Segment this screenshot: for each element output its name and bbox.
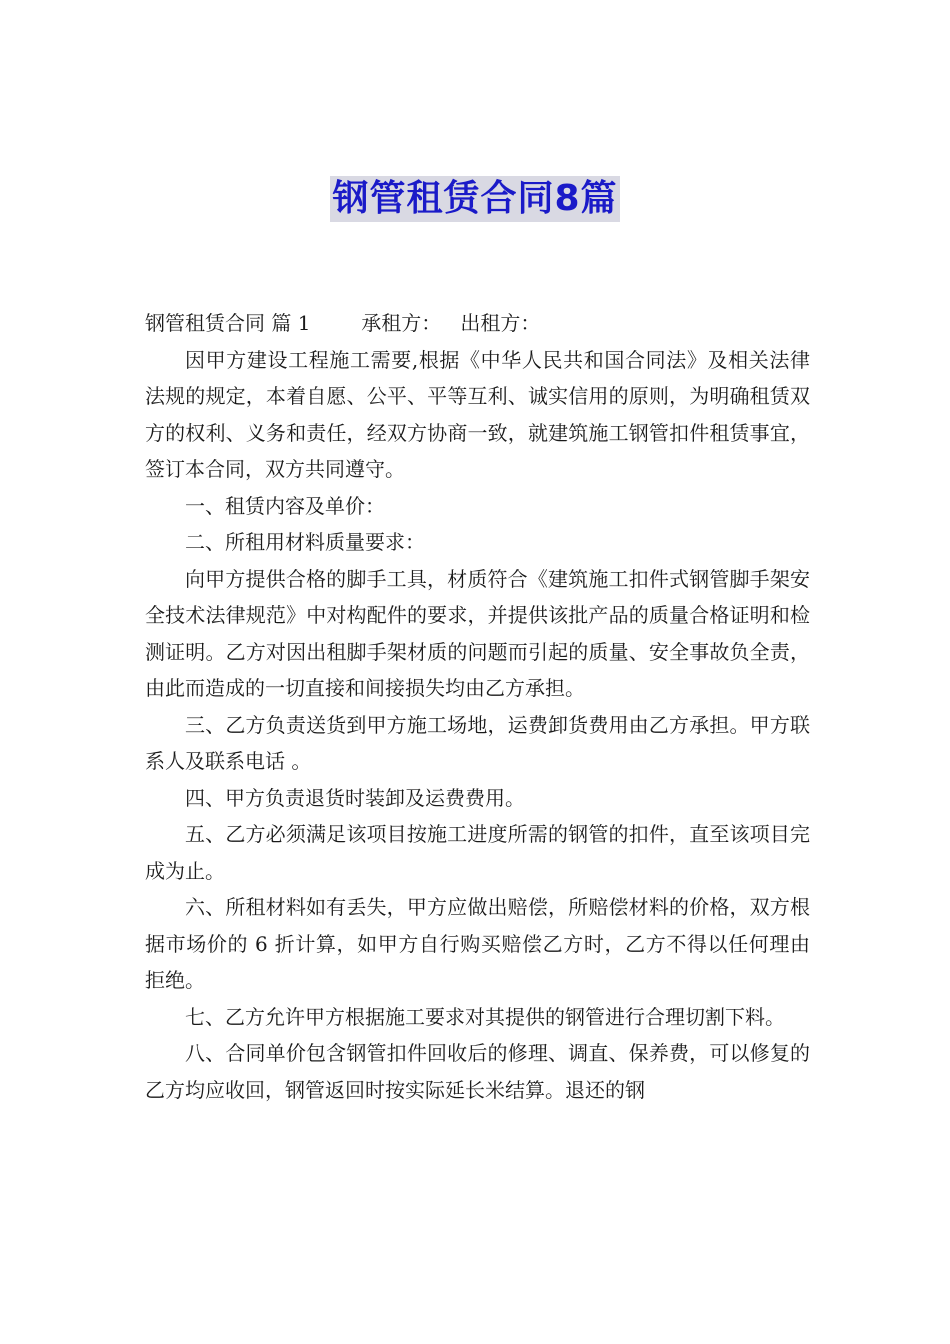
paragraph-section-7: 七、乙方允许甲方根据施工要求对其提供的钢管进行合理切割下料。: [185, 1004, 785, 1029]
paragraph-section-2: 二、所租用材料质量要求：: [185, 530, 425, 554]
paragraph-section-1: 一、租赁内容及单价：: [185, 493, 385, 518]
paragraph-section-6: 六、所租材料如有丢失，甲方应做出赔偿，所赔偿材料的价格，双方根据市场价的 6 折计算，如甲方自行购买赔偿乙方时，乙方不得以任何理由拒绝。: [145, 895, 810, 992]
title-wrap: [0, 176, 950, 222]
paragraph-section-4: 四、甲方负责退货时装卸及运费费用。: [185, 785, 525, 810]
paragraph-quality-requirements: 向甲方提供合格的脚手工具，材质符合《建筑施工扣件式钢管脚手架安全技术法律规范》中对构配件的要求，并提供该批产品的质量合格证明和检测证明。乙方对因出租脚手架材质的问题而引起的质量、安全事故负全责，由此而造成的一切直接和间接损失均由乙方承担。: [145, 566, 810, 700]
paragraph-intro: 因甲方建设工程施工需要,根据《中华人民共和国合同法》及相关法律法规的规定，本着自愿、公平、平等互利、诚实信用的原则，为明确租赁双方的权利、义务和责任，经双方协商一致，就建筑施工钢管扣件租赁事宜，签订本合同，双方共同遵守。: [145, 347, 810, 481]
document-title: 钢管租赁合同8篇: [330, 176, 619, 222]
contract-header-line: 钢管租赁合同 篇 1 承租方： 出租方：: [145, 311, 541, 335]
paragraph-section-8: 八、合同单价包含钢管扣件回收后的修理、调直、保养费，可以修复的乙方均应收回，钢管返回时按实际延长米结算。退还的钢: [145, 1041, 810, 1102]
document-body: [145, 305, 810, 1108]
paragraph-section-5: 五、乙方必须满足该项目按施工进度所需的钢管的扣件，直至该项目完成为止。: [145, 822, 810, 883]
paragraph-section-3: 三、乙方负责送货到甲方施工场地，运费卸货费用由乙方承担。甲方联系人及联系电话 。: [145, 712, 810, 773]
